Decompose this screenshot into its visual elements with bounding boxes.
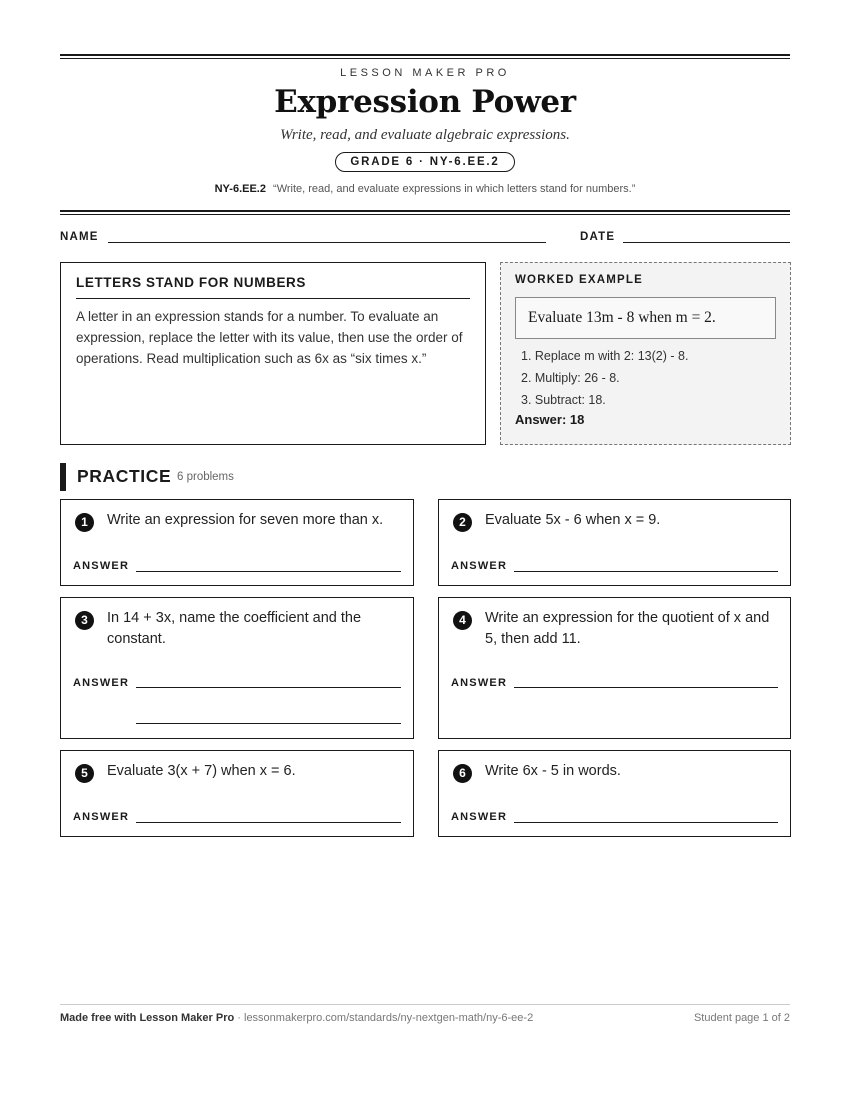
standard-text: “Write, read, and evaluate expressions in which letters stand for numbers.” — [273, 183, 636, 195]
problem-card-4 — [438, 597, 791, 739]
problem-text: Write an expression for seven more than x. — [107, 512, 384, 528]
page-subtitle: Write, read, and evaluate algebraic expressions. — [280, 127, 570, 143]
standard-line — [0, 183, 850, 195]
practice-accent-bar — [60, 463, 66, 491]
practice-count: 6 problems — [177, 471, 234, 483]
problem-card-3 — [60, 597, 414, 739]
worked-step: 2. Multiply: 26 - 8. — [521, 371, 620, 385]
worked-step: 1. Replace m with 2: 13(2) - 8. — [521, 349, 689, 363]
answer-line[interactable] — [136, 822, 401, 823]
standard-code: NY-6.EE.2 — [214, 183, 266, 195]
worked-example-steps — [515, 345, 776, 411]
problem-text: Write 6x - 5 in words. — [485, 763, 621, 779]
header-bottom-rule — [60, 210, 790, 215]
problem-number-badge: 5 — [75, 764, 94, 783]
problem-text: Write an expression for the quotient of x and 5, then add 11. — [485, 610, 770, 647]
answer-line[interactable] — [514, 571, 778, 572]
worked-example-box — [500, 262, 791, 445]
problem-text: Evaluate 5x - 6 when x = 9. — [485, 512, 661, 528]
concept-heading: LETTERS STAND FOR NUMBERS — [76, 275, 470, 299]
concept-body: A letter in an expression stands for a number. To evaluate an expression, replace the letter with its value, then use the order of operations. Read multiplication such as 6x as “six times x.” — [76, 309, 463, 366]
grade-badge: GRADE 6 · NY-6.EE.2 — [335, 152, 514, 172]
answer-label: ANSWER — [73, 677, 130, 689]
footer-rule — [60, 1004, 790, 1005]
problem-text: Evaluate 3(x + 7) when x = 6. — [107, 763, 296, 779]
name-field[interactable] — [108, 242, 546, 243]
page-title: Expression Power — [274, 84, 576, 120]
footer-credit — [60, 1012, 533, 1024]
footer-page-number: Student page 1 of 2 — [693, 1012, 790, 1024]
worked-example-prompt: Evaluate 13m - 8 when m = 2. — [515, 297, 776, 339]
problem-number-badge: 3 — [75, 611, 94, 630]
brand-name: LESSON MAKER PRO — [340, 67, 510, 79]
grade-badge-row — [0, 152, 850, 172]
answer-line[interactable] — [136, 687, 401, 688]
answer-line[interactable] — [136, 571, 401, 572]
problem-text: In 14 + 3x, name the coefficient and the constant. — [107, 610, 362, 647]
date-label: DATE — [580, 231, 616, 243]
footer-made-with: Made free with Lesson Maker Pro — [60, 1012, 235, 1024]
practice-title: PRACTICE — [77, 466, 172, 486]
answer-label: ANSWER — [451, 677, 508, 689]
worked-example-heading: WORKED EXAMPLE — [515, 274, 643, 286]
answer-line[interactable] — [514, 822, 778, 823]
worked-example-answer: Answer: 18 — [515, 412, 585, 427]
header-top-rule — [60, 54, 790, 59]
problem-number-badge: 4 — [453, 611, 472, 630]
name-label: NAME — [60, 231, 99, 243]
answer-label: ANSWER — [73, 560, 130, 572]
problem-card-5 — [60, 750, 414, 837]
problem-card-2 — [438, 499, 791, 586]
answer-label: ANSWER — [73, 811, 130, 823]
problem-number-badge: 2 — [453, 513, 472, 532]
footer-url[interactable]: · lessonmakerpro.com/standards/ny-nextgen-math/ny-6-ee-2 — [234, 1012, 534, 1024]
answer-line-second[interactable] — [136, 723, 401, 724]
worked-step: 3. Subtract: 18. — [521, 393, 606, 407]
concept-box — [60, 262, 486, 445]
answer-line[interactable] — [514, 687, 778, 688]
answer-label: ANSWER — [451, 560, 508, 572]
answer-label: ANSWER — [451, 811, 508, 823]
date-field[interactable] — [623, 242, 790, 243]
problem-card-1 — [60, 499, 414, 586]
problem-number-badge: 6 — [453, 764, 472, 783]
problem-card-6 — [438, 750, 791, 837]
problem-number-badge: 1 — [75, 513, 94, 532]
